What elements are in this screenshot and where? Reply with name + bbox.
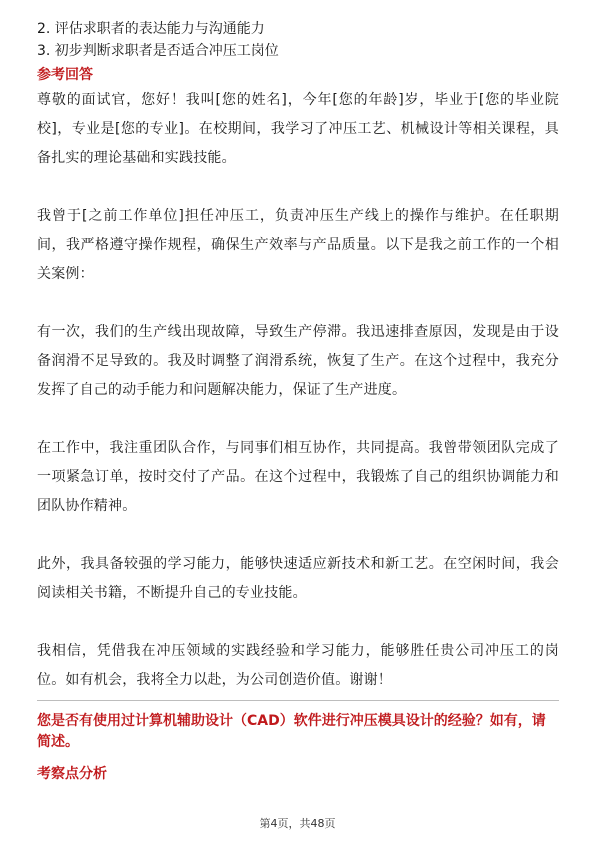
interview-question: 您是否有使用过计算机辅助设计（CAD）软件进行冲压模具设计的经验？如有，请简述。 [37,713,546,750]
reference-answer-heading: 参考回答 [37,67,93,83]
answer-paragraph: 此外，我具备较强的学习能力，能够快速适应新技术和新工艺。在空闲时间，我会阅读相关书籍，不断提升自己的专业技能。 [37,556,559,601]
answer-paragraph: 我相信，凭借我在冲压领域的实践经验和学习能力，能够胜任贵公司冲压工的岗位。如有机会，我将全力以赴，为公司创造价值。谢谢！ [37,643,559,688]
page-content [37,18,559,785]
section-divider [37,700,559,701]
list-item: 3. 初步判断求职者是否适合冲压工岗位 [37,43,279,59]
answer-paragraph: 有一次，我们的生产线出现故障，导致生产停滞。我迅速排查原因，发现是由于设备润滑不足导致的。我及时调整了润滑系统，恢复了生产。在这个过程中，我充分发挥了自己的动手能力和问题解决能力，保证了生产进度。 [37,324,559,398]
answer-paragraph: 在工作中，我注重团队合作，与同事们相互协作，共同提高。我曾带领团队完成了一项紧急订单，按时交付了产品。在这个过程中，我锻炼了自己的组织协调能力和团队协作精神。 [37,440,559,514]
answer-paragraph: 尊敬的面试官，您好！我叫[您的姓名]，今年[您的年龄]岁，毕业于[您的毕业院校]，专业是[您的专业]。在校期间，我学习了冲压工艺、机械设计等相关课程，具备扎实的理论基础和实践技能。 [37,92,559,166]
analysis-heading: 考察点分析 [37,766,107,782]
list-item: 2. 评估求职者的表达能力与沟通能力 [37,21,265,37]
page-footer: 第4页，共48页 [259,817,336,830]
answer-paragraph: 我曾于[之前工作单位]担任冲压工，负责冲压生产线上的操作与维护。在任职期间，我严格遵守操作规程，确保生产效率与产品质量。以下是我之前工作的一个相关案例： [37,208,559,282]
